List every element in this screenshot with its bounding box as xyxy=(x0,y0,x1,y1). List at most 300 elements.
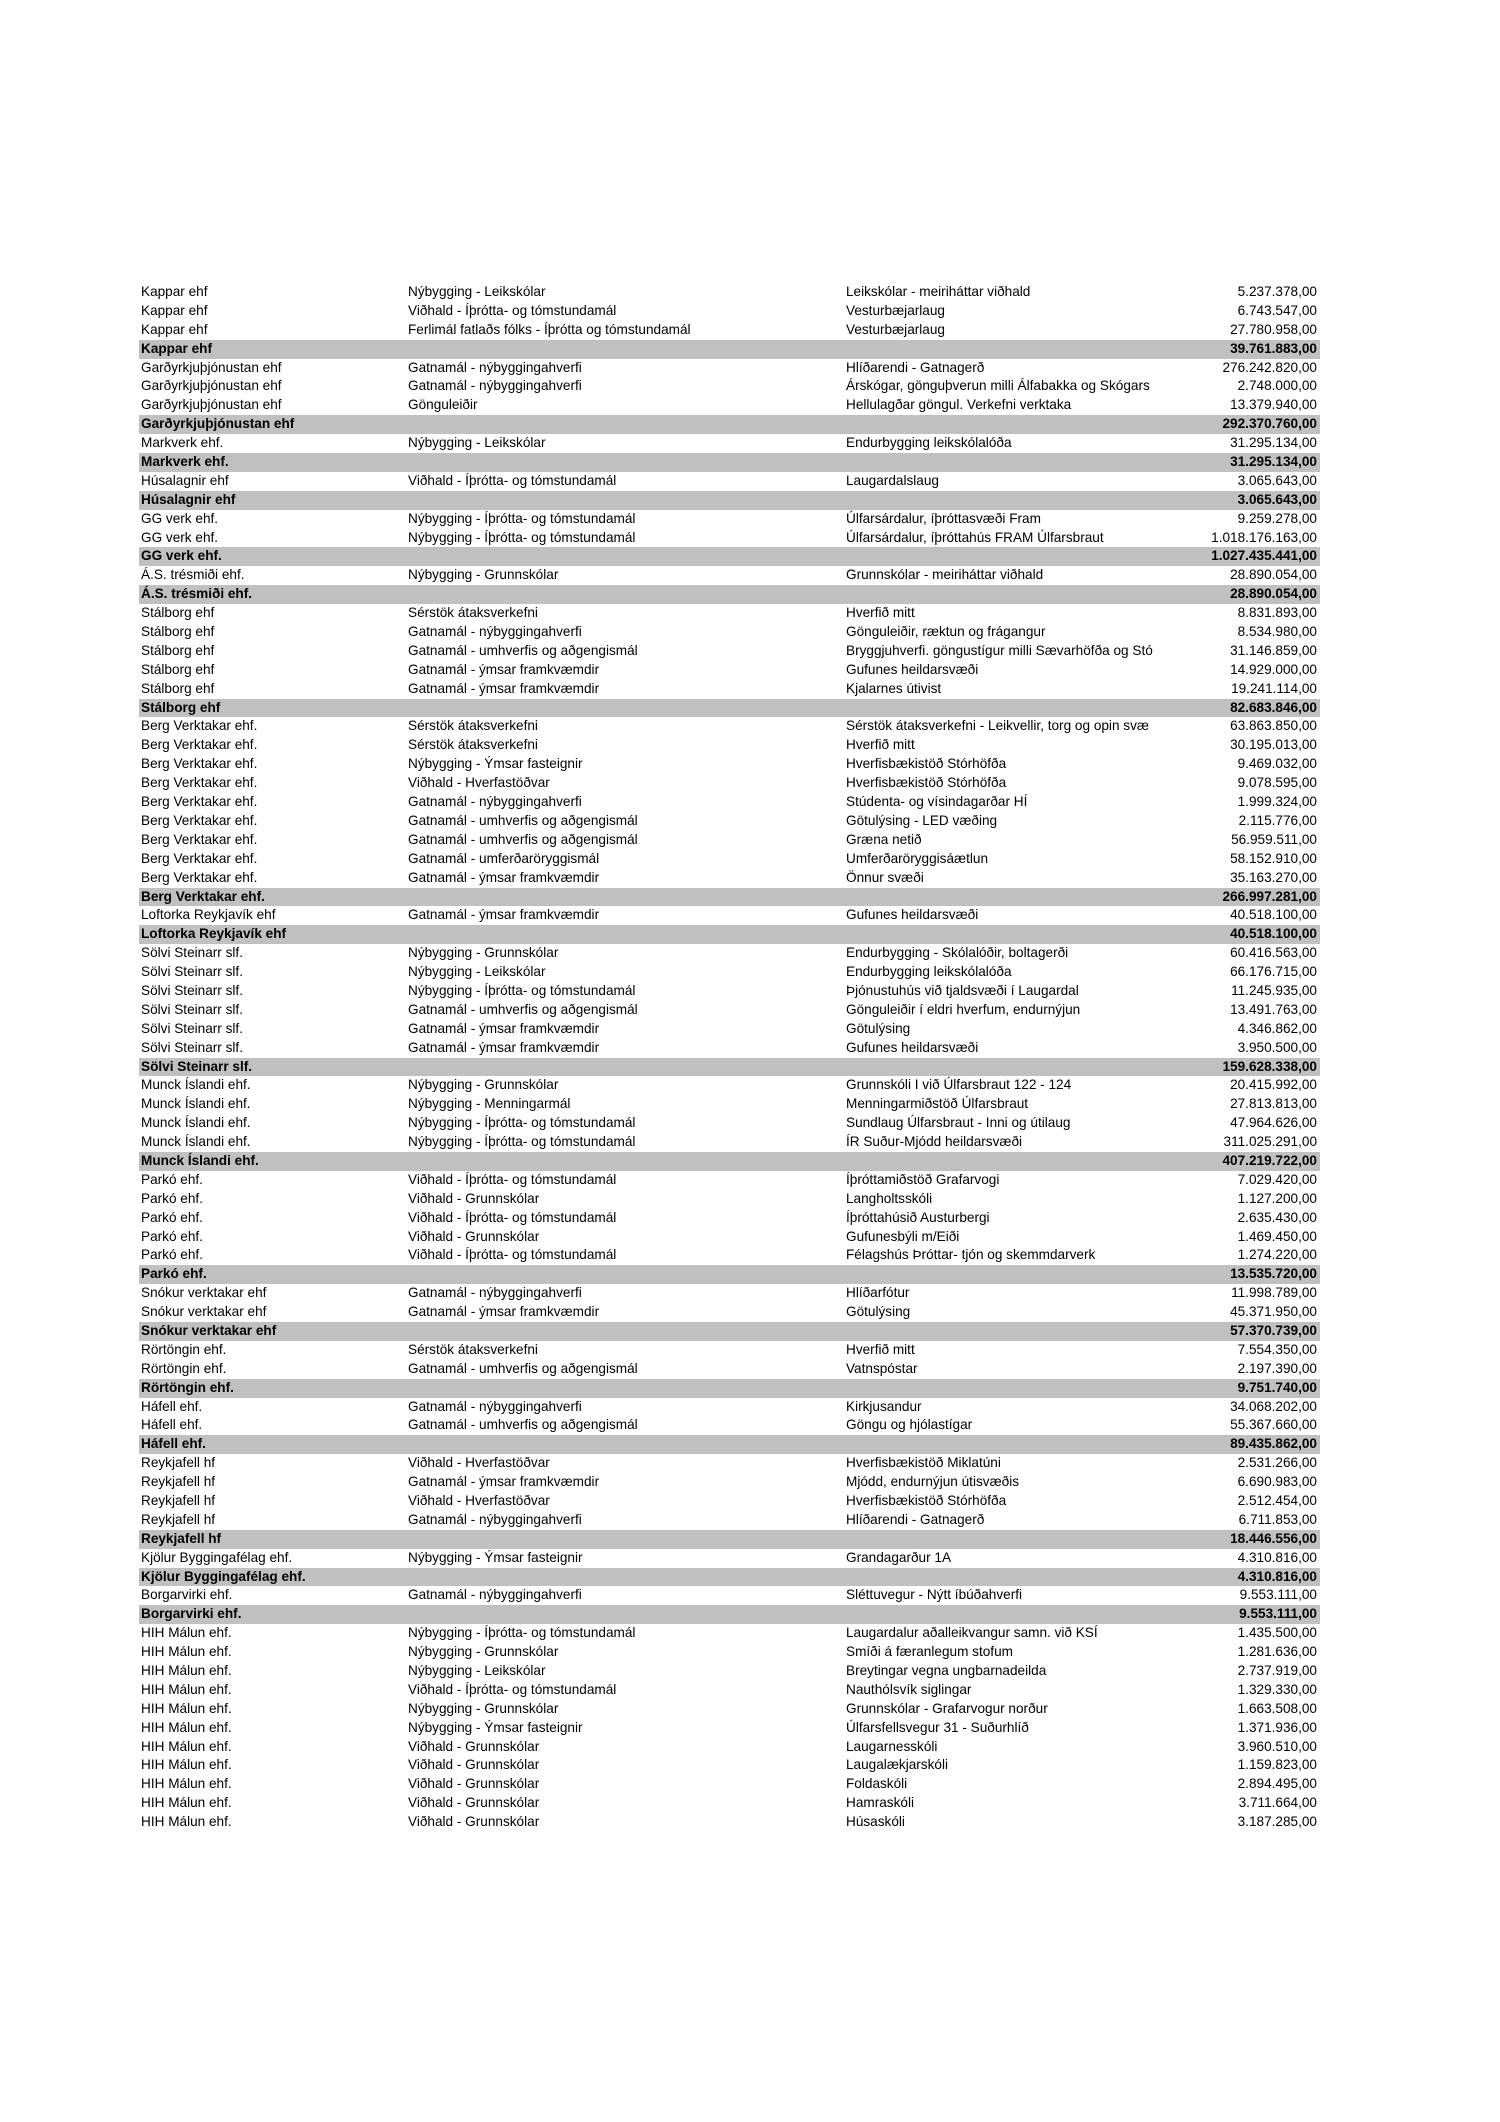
contractor-cell: Berg Verktakar ehf. xyxy=(141,850,258,866)
amount-cell: 1.999.324,00 xyxy=(1237,794,1317,810)
amount-cell: 8.831.893,00 xyxy=(1237,605,1317,621)
subtotal-row xyxy=(139,1322,1320,1341)
amount-cell: 1.329.330,00 xyxy=(1237,1681,1317,1697)
contractor-cell: Stálborg ehf xyxy=(141,642,215,658)
table-row xyxy=(139,359,1320,378)
contractor-cell: Berg Verktakar ehf. xyxy=(141,756,258,772)
amount-cell: 1.281.636,00 xyxy=(1237,1644,1317,1660)
project-cell: Vatnspóstar xyxy=(846,1360,918,1376)
category-cell: Gatnamál - umhverfis og aðgengismál xyxy=(408,1417,638,1433)
table-row xyxy=(139,850,1320,869)
amount-cell: 39.761.883,00 xyxy=(1230,340,1317,356)
category-cell: Nýbygging - Leikskólar xyxy=(408,284,546,299)
table-row xyxy=(139,529,1320,548)
category-cell: Nýbygging - Íþrótta- og tómstundamál xyxy=(408,510,636,526)
contractor-cell: GG verk ehf. xyxy=(141,548,222,564)
contractor-cell: HIH Málun ehf. xyxy=(141,1663,232,1679)
amount-cell: 2.635.430,00 xyxy=(1237,1209,1317,1225)
project-cell: Nauthólsvík siglingar xyxy=(846,1681,972,1697)
amount-cell: 13.491.763,00 xyxy=(1230,1001,1317,1017)
category-cell: Viðhald - Grunnskólar xyxy=(408,1228,540,1244)
amount-cell: 6.743.547,00 xyxy=(1237,302,1317,318)
amount-cell: 2.737.919,00 xyxy=(1237,1663,1317,1679)
contractor-cell: Berg Verktakar ehf. xyxy=(141,737,258,753)
contractor-cell: Reykjafell hf xyxy=(141,1493,216,1508)
amount-cell: 31.295.134,00 xyxy=(1230,435,1317,451)
table-row xyxy=(139,642,1320,661)
amount-cell: 13.535.720,00 xyxy=(1230,1266,1317,1282)
category-cell: Gatnamál - nýbyggingahverfi xyxy=(408,1587,582,1603)
table-row xyxy=(139,1813,1320,1832)
amount-cell: 9.553.111,00 xyxy=(1239,1587,1317,1603)
table-row xyxy=(139,1643,1320,1662)
amount-cell: 6.690.983,00 xyxy=(1237,1474,1317,1490)
contractor-cell: Munck Íslandi ehf. xyxy=(141,1134,251,1150)
project-cell: Hverfisbækistöð Miklatúni xyxy=(846,1455,1001,1471)
table-row xyxy=(139,1586,1320,1605)
contractor-cell: Snókur verktakar ehf xyxy=(141,1304,267,1320)
project-cell: Götulýsing xyxy=(846,1020,911,1036)
amount-cell: 3.711.664,00 xyxy=(1238,1795,1317,1811)
category-cell: Gönguleiðir xyxy=(408,397,478,413)
table-row xyxy=(139,1719,1320,1738)
contractor-cell: Garðyrkjuþjónustan ehf xyxy=(141,359,282,375)
amount-cell: 63.863.850,00 xyxy=(1230,718,1317,734)
project-cell: Bryggjuhverfi. göngustígur milli Sævarhöfða og Stó xyxy=(846,642,1153,658)
category-cell: Viðhald - Íþrótta- og tómstundamál xyxy=(408,1247,617,1263)
project-cell: Sérstök átaksverkefni - Leikvellir, torg og opin svæ xyxy=(846,718,1149,734)
project-cell: Úlfarsfellsvegur 31 - Suðurhlíð xyxy=(846,1719,1029,1735)
amount-cell: 1.371.936,00 xyxy=(1237,1719,1317,1735)
amount-cell: 266.997.281,00 xyxy=(1222,888,1317,904)
category-cell: Nýbygging - Leikskólar xyxy=(408,435,546,451)
contractor-cell: GG verk ehf. xyxy=(141,510,219,526)
category-cell: Gatnamál - ýmsar framkvæmdir xyxy=(408,869,600,885)
contractor-cell: Kappar ehf xyxy=(141,284,208,299)
contractor-cell: Munck Íslandi ehf. xyxy=(141,1152,259,1168)
category-cell: Nýbygging - Íþrótta- og tómstundamál xyxy=(408,529,636,545)
amount-cell: 20.415.992,00 xyxy=(1230,1077,1317,1093)
category-cell: Nýbygging - Grunnskólar xyxy=(408,945,559,961)
category-cell: Gatnamál - ýmsar framkvæmdir xyxy=(408,1474,600,1490)
amount-cell: 28.890.054,00 xyxy=(1230,586,1317,602)
category-cell: Viðhald - Grunnskólar xyxy=(408,1738,540,1754)
contractor-cell: Reykjafell hf xyxy=(141,1455,216,1471)
contractor-cell: Sölvi Steinarr slf. xyxy=(141,982,243,998)
category-cell: Nýbygging - Íþrótta- og tómstundamál xyxy=(408,1115,636,1131)
contractor-cell: Stálborg ehf xyxy=(141,661,215,677)
table-row xyxy=(139,906,1320,925)
amount-cell: 2.115.776,00 xyxy=(1238,812,1317,828)
contractor-cell: HIH Málun ehf. xyxy=(141,1700,232,1716)
category-cell: Nýbygging - Ýmsar fasteignir xyxy=(408,1719,583,1735)
category-cell: Viðhald - Íþrótta- og tómstundamál xyxy=(408,1681,617,1697)
table-row xyxy=(139,1398,1320,1417)
amount-cell: 4.346.862,00 xyxy=(1237,1020,1317,1036)
contractor-cell: Á.S. trésmiði ehf. xyxy=(141,567,245,583)
contractor-cell: Sölvi Steinarr slf. xyxy=(141,1058,253,1074)
contractor-cell: Parkó ehf. xyxy=(141,1228,203,1244)
subtotal-row xyxy=(139,1058,1320,1077)
project-cell: Hverfisbækistöð Stórhöfða xyxy=(846,775,1007,791)
amount-cell: 34.068.202,00 xyxy=(1230,1398,1317,1414)
table-row xyxy=(139,1473,1320,1492)
category-cell: Viðhald - Íþrótta- og tómstundamál xyxy=(408,472,617,488)
contractor-cell: Rörtöngin ehf. xyxy=(141,1341,227,1357)
table-row xyxy=(139,1416,1320,1435)
table-row xyxy=(139,982,1320,1001)
amount-cell: 40.518.100,00 xyxy=(1230,907,1317,923)
table-row xyxy=(139,831,1320,850)
subtotal-row xyxy=(139,491,1320,510)
amount-cell: 3.065.643,00 xyxy=(1237,491,1317,507)
table-row xyxy=(139,661,1320,680)
table-row xyxy=(139,1360,1320,1379)
amount-cell: 407.219.722,00 xyxy=(1222,1152,1317,1168)
amount-cell: 3.065.643,00 xyxy=(1237,472,1317,488)
table-row xyxy=(139,680,1320,699)
amount-cell: 1.469.450,00 xyxy=(1237,1228,1317,1244)
table-row xyxy=(139,1190,1320,1209)
contractor-cell: Sölvi Steinarr slf. xyxy=(141,945,243,961)
contractor-cell: Parkó ehf. xyxy=(141,1266,207,1282)
category-cell: Gatnamál - ýmsar framkvæmdir xyxy=(408,680,600,696)
contractor-cell: Berg Verktakar ehf. xyxy=(141,831,258,847)
contractor-cell: Garðyrkjuþjónustan ehf xyxy=(141,397,282,413)
contractor-cell: Kappar ehf xyxy=(141,321,208,337)
table-row xyxy=(139,717,1320,736)
subtotal-row xyxy=(139,585,1320,604)
amount-cell: 159.628.338,00 xyxy=(1222,1058,1317,1074)
project-cell: Hellulagðar göngul. Verkefni verktaka xyxy=(846,397,1072,413)
amount-cell: 311.025.291,00 xyxy=(1223,1134,1317,1150)
category-cell: Nýbygging - Leikskólar xyxy=(408,964,546,980)
category-cell: Nýbygging - Íþrótta- og tómstundamál xyxy=(408,1625,636,1641)
contractor-cell: Loftorka Reykjavík ehf xyxy=(141,926,287,942)
amount-cell: 89.435.862,00 xyxy=(1230,1436,1317,1452)
table-row xyxy=(139,1756,1320,1775)
category-cell: Viðhald - Grunnskólar xyxy=(408,1795,540,1811)
contractor-cell: HIH Málun ehf. xyxy=(141,1776,232,1792)
contractor-cell: Munck Íslandi ehf. xyxy=(141,1096,251,1112)
amount-cell: 1.018.176.163,00 xyxy=(1211,529,1317,545)
table-row xyxy=(139,1700,1320,1719)
contractor-cell: Háfell ehf. xyxy=(141,1436,206,1452)
category-cell: Viðhald - Hverfastöðvar xyxy=(408,775,550,791)
contractor-cell: Munck Íslandi ehf. xyxy=(141,1115,251,1131)
table-row xyxy=(139,944,1320,963)
category-cell: Viðhald - Hverfastöðvar xyxy=(408,1455,550,1471)
category-cell: Nýbygging - Íþrótta- og tómstundamál xyxy=(408,1134,636,1150)
project-cell: Grandagarður 1A xyxy=(846,1549,952,1565)
table-row xyxy=(139,1001,1320,1020)
category-cell: Viðhald - Íþrótta- og tómstundamál xyxy=(408,1209,617,1225)
category-cell: Gatnamál - nýbyggingahverfi xyxy=(408,378,582,394)
contractor-cell: HIH Málun ehf. xyxy=(141,1719,232,1735)
project-cell: Laugardalslaug xyxy=(846,472,939,488)
table-row xyxy=(139,1794,1320,1813)
table-row xyxy=(139,1095,1320,1114)
contractor-cell: Berg Verktakar ehf. xyxy=(141,812,258,828)
project-cell: Græna netið xyxy=(846,831,922,847)
project-cell: Hverfið mitt xyxy=(846,605,915,621)
project-cell: Menningarmiðstöð Úlfarsbraut xyxy=(846,1096,1029,1112)
category-cell: Gatnamál - umhverfis og aðgengismál xyxy=(408,1001,638,1017)
subtotal-row xyxy=(139,415,1320,434)
contractor-cell: HIH Málun ehf. xyxy=(141,1757,232,1773)
project-cell: Úlfarsárdalur, íþróttasvæði Fram xyxy=(846,510,1041,526)
category-cell: Nýbygging - Íþrótta- og tómstundamál xyxy=(408,982,636,998)
category-cell: Gatnamál - ýmsar framkvæmdir xyxy=(408,1304,600,1320)
contractor-cell: Húsalagnir ehf xyxy=(141,491,236,507)
contractor-cell: Húsalagnir ehf xyxy=(141,472,229,488)
table-row xyxy=(139,1454,1320,1473)
project-cell: Endurbygging leikskólalóða xyxy=(846,435,1012,451)
category-cell: Gatnamál - umhverfis og aðgengismál xyxy=(408,812,638,828)
amount-cell: 55.367.660,00 xyxy=(1230,1417,1317,1433)
amount-cell: 56.959.511,00 xyxy=(1231,831,1317,847)
category-cell: Gatnamál - nýbyggingahverfi xyxy=(408,794,582,810)
table-row xyxy=(139,1341,1320,1360)
project-cell: Gufunes heildarsvæði xyxy=(846,1039,979,1055)
contractor-cell: Parkó ehf. xyxy=(141,1171,203,1187)
table-row xyxy=(139,510,1320,529)
contractor-cell: Markverk ehf. xyxy=(141,454,229,470)
table-row xyxy=(139,1303,1320,1322)
project-cell: Endurbygging leikskólalóða xyxy=(846,964,1012,980)
amount-cell: 9.078.595,00 xyxy=(1237,775,1317,791)
subtotal-row xyxy=(139,699,1320,718)
table-row xyxy=(139,1171,1320,1190)
table-row xyxy=(139,1076,1320,1095)
project-cell: Laugalækjarskóli xyxy=(846,1757,949,1773)
subtotal-row xyxy=(139,1435,1320,1454)
project-cell: Mjódd, endurnýjun útisvæðis xyxy=(846,1474,1020,1490)
contractor-cell: Berg Verktakar ehf. xyxy=(141,888,265,904)
category-cell: Viðhald - Íþrótta- og tómstundamál xyxy=(408,1171,617,1187)
table-row xyxy=(139,1738,1320,1757)
project-cell: Úlfarsárdalur, íþróttahús FRAM Úlfarsbraut xyxy=(846,529,1104,545)
project-cell: Langholtsskóli xyxy=(846,1190,933,1206)
contractor-cell: Háfell ehf. xyxy=(141,1398,203,1414)
category-cell: Nýbygging - Leikskólar xyxy=(408,1663,546,1679)
table-row xyxy=(139,1681,1320,1700)
contractor-cell: Garðyrkjuþjónustan ehf xyxy=(141,416,295,432)
project-cell: Götulýsing xyxy=(846,1304,911,1320)
amount-cell: 19.241.114,00 xyxy=(1231,680,1317,696)
category-cell: Viðhald - Grunnskólar xyxy=(408,1776,540,1792)
category-cell: Gatnamál - umhverfis og aðgengismál xyxy=(408,831,638,847)
project-cell: Gufunesbýli m/Eiði xyxy=(846,1228,960,1244)
contractor-cell: Parkó ehf. xyxy=(141,1209,203,1225)
contractor-cell: Kjölur Byggingafélag ehf. xyxy=(141,1549,293,1565)
subtotal-row xyxy=(139,1265,1320,1284)
amount-cell: 40.518.100,00 xyxy=(1230,926,1317,942)
project-cell: Hverfið mitt xyxy=(846,737,915,753)
amount-cell: 9.259.278,00 xyxy=(1237,510,1317,526)
category-cell: Gatnamál - ýmsar framkvæmdir xyxy=(408,1039,600,1055)
subtotal-row xyxy=(139,1530,1320,1549)
project-cell: Foldaskóli xyxy=(846,1776,908,1792)
project-cell: Grunnskóli I við Úlfarsbraut 122 - 124 xyxy=(846,1077,1072,1093)
amount-cell: 9.553.111,00 xyxy=(1239,1606,1317,1622)
category-cell: Gatnamál - nýbyggingahverfi xyxy=(408,1511,582,1527)
amount-cell: 31.295.134,00 xyxy=(1230,454,1317,470)
table-row xyxy=(139,793,1320,812)
table-row xyxy=(139,755,1320,774)
category-cell: Gatnamál - ýmsar framkvæmdir xyxy=(408,907,600,923)
amount-cell: 7.029.420,00 xyxy=(1237,1171,1317,1187)
table-row xyxy=(139,396,1320,415)
amount-cell: 3.187.285,00 xyxy=(1237,1814,1317,1830)
amount-cell: 28.890.054,00 xyxy=(1230,567,1317,583)
amount-cell: 45.371.950,00 xyxy=(1230,1304,1317,1320)
category-cell: Viðhald - Grunnskólar xyxy=(408,1190,540,1206)
contractor-cell: HIH Málun ehf. xyxy=(141,1738,232,1754)
amount-cell: 18.446.556,00 xyxy=(1230,1530,1317,1546)
category-cell: Nýbygging - Grunnskólar xyxy=(408,1700,559,1716)
amount-cell: 2.512.454,00 xyxy=(1237,1493,1317,1508)
project-cell: Kjalarnes útivist xyxy=(846,680,942,696)
table-row xyxy=(139,472,1320,491)
category-cell: Sérstök átaksverkefni xyxy=(408,605,538,621)
amount-cell: 8.534.980,00 xyxy=(1237,624,1317,640)
project-cell: Vesturbæjarlaug xyxy=(846,302,945,318)
amount-cell: 1.274.220,00 xyxy=(1237,1247,1317,1263)
amount-cell: 276.242.820,00 xyxy=(1222,359,1317,375)
project-cell: Önnur svæði xyxy=(846,869,924,885)
project-cell: Götulýsing - LED væðing xyxy=(846,812,998,828)
amount-cell: 1.027.435.441,00 xyxy=(1211,548,1317,564)
amount-cell: 58.152.910,00 xyxy=(1230,850,1317,866)
contractor-cell: Parkó ehf. xyxy=(141,1190,203,1206)
project-cell: Íþróttamiðstöð Grafarvogi xyxy=(846,1171,1000,1187)
amount-cell: 9.751.740,00 xyxy=(1237,1379,1317,1395)
project-cell: Kirkjusandur xyxy=(846,1398,922,1414)
table-row xyxy=(139,736,1320,755)
table-row xyxy=(139,1549,1320,1568)
contractor-cell: Sölvi Steinarr slf. xyxy=(141,964,243,980)
amount-cell: 1.435.500,00 xyxy=(1237,1625,1317,1641)
contractor-cell: Munck Íslandi ehf. xyxy=(141,1077,251,1093)
project-cell: Gufunes heildarsvæði xyxy=(846,661,979,677)
contractor-cell: Snókur verktakar ehf xyxy=(141,1285,267,1301)
project-cell: Laugardalur aðalleikvangur samn. við KSÍ xyxy=(846,1625,1098,1641)
subtotal-row xyxy=(139,340,1320,359)
contractor-cell: Snókur verktakar ehf xyxy=(141,1322,277,1338)
contractor-cell: Kjölur Byggingafélag ehf. xyxy=(141,1568,306,1584)
project-cell: Laugarnesskóli xyxy=(846,1738,938,1754)
amount-cell: 35.163.270,00 xyxy=(1230,869,1317,885)
amount-cell: 2.894.495,00 xyxy=(1237,1776,1317,1792)
contractor-cell: HIH Málun ehf. xyxy=(141,1814,232,1830)
amount-cell: 1.663.508,00 xyxy=(1237,1700,1317,1716)
contractor-cell: Á.S. trésmiði ehf. xyxy=(141,586,253,602)
project-cell: Smíði á færanlegum stofum xyxy=(846,1644,1013,1660)
project-cell: Sundlaug Úlfarsbraut - Inni og útilaug xyxy=(846,1115,1071,1131)
project-cell: Stúdenta- og vísindagarðar HÍ xyxy=(846,794,1028,810)
project-cell: Grunnskólar - Grafarvogur norður xyxy=(846,1700,1048,1716)
contractor-cell: Reykjafell hf xyxy=(141,1511,216,1527)
contractor-cell: HIH Málun ehf. xyxy=(141,1644,232,1660)
contractor-cell: Stálborg ehf xyxy=(141,699,221,715)
amount-cell: 30.195.013,00 xyxy=(1230,737,1317,753)
category-cell: Nýbygging - Grunnskólar xyxy=(408,567,559,583)
amount-cell: 1.159.823,00 xyxy=(1237,1757,1317,1773)
table-row xyxy=(139,1246,1320,1265)
project-cell: Hverfið mitt xyxy=(846,1341,915,1357)
amount-cell: 31.146.859,00 xyxy=(1230,642,1317,658)
amount-cell: 292.370.760,00 xyxy=(1222,416,1317,432)
subtotal-row xyxy=(139,1379,1320,1398)
project-cell: Umferðaröryggisáætlun xyxy=(846,850,989,866)
subtotal-row xyxy=(139,453,1320,472)
category-cell: Gatnamál - ýmsar framkvæmdir xyxy=(408,1020,600,1036)
project-cell: Grunnskólar - meiriháttar viðhald xyxy=(846,567,1044,583)
contractor-cell: Loftorka Reykjavík ehf xyxy=(141,907,276,923)
project-cell: Hlíðarfótur xyxy=(846,1285,910,1301)
project-cell: Íþróttahúsið Austurbergi xyxy=(846,1209,990,1225)
contractor-cell: Reykjafell hf xyxy=(141,1530,222,1546)
table-row xyxy=(139,566,1320,585)
contractor-cell: Garðyrkjuþjónustan ehf xyxy=(141,378,282,394)
category-cell: Sérstök átaksverkefni xyxy=(408,718,538,734)
project-cell: Göngu og hjólastígar xyxy=(846,1417,973,1433)
table-row xyxy=(139,1133,1320,1152)
table-row xyxy=(139,1284,1320,1303)
amount-cell: 13.379.940,00 xyxy=(1230,397,1317,413)
subtotal-row xyxy=(139,925,1320,944)
amount-cell: 27.780.958,00 xyxy=(1230,321,1317,337)
contractor-cell: Berg Verktakar ehf. xyxy=(141,718,258,734)
contractor-cell: Stálborg ehf xyxy=(141,624,215,640)
category-cell: Gatnamál - nýbyggingahverfi xyxy=(408,1285,582,1301)
category-cell: Nýbygging - Grunnskólar xyxy=(408,1644,559,1660)
table-row xyxy=(139,1624,1320,1643)
category-cell: Nýbygging - Grunnskólar xyxy=(408,1077,559,1093)
project-cell: Gufunes heildarsvæði xyxy=(846,907,979,923)
contractor-cell: Stálborg ehf xyxy=(141,680,215,696)
contractor-cell: HIH Málun ehf. xyxy=(141,1625,232,1641)
contractor-cell: HIH Málun ehf. xyxy=(141,1795,232,1811)
amount-cell: 3.950.500,00 xyxy=(1237,1039,1317,1055)
project-cell: Sléttuvegur - Nýtt íbúðahverfi xyxy=(846,1587,1023,1603)
amount-cell: 4.310.816,00 xyxy=(1237,1549,1317,1565)
contractor-cell: HIH Málun ehf. xyxy=(141,1681,232,1697)
table-row xyxy=(139,1209,1320,1228)
table-row xyxy=(139,1114,1320,1133)
amount-cell: 14.929.000,00 xyxy=(1230,661,1317,677)
table-row xyxy=(139,377,1320,396)
contractor-cell: Stálborg ehf xyxy=(141,605,215,621)
contractor-cell: Sölvi Steinarr slf. xyxy=(141,1001,243,1017)
project-cell: Félagshús Þróttar- tjón og skemmdarverk xyxy=(846,1247,1096,1263)
category-cell: Viðhald - Hverfastöðvar xyxy=(408,1493,550,1508)
amount-cell: 1.127.200,00 xyxy=(1237,1190,1317,1206)
category-cell: Sérstök átaksverkefni xyxy=(408,1341,538,1357)
table-row xyxy=(139,623,1320,642)
table-row xyxy=(139,869,1320,888)
category-cell: Viðhald - Grunnskólar xyxy=(408,1757,540,1773)
amount-cell: 2.531.266,00 xyxy=(1237,1455,1317,1471)
project-cell: Hlíðarendi - Gatnagerð xyxy=(846,1511,985,1527)
table-row xyxy=(139,1020,1320,1039)
table-row xyxy=(139,283,1320,302)
category-cell: Sérstök átaksverkefni xyxy=(408,737,538,753)
amount-cell: 3.960.510,00 xyxy=(1237,1738,1317,1754)
contractor-cell: GG verk ehf. xyxy=(141,529,219,545)
amount-cell: 6.711.853,00 xyxy=(1238,1511,1317,1527)
